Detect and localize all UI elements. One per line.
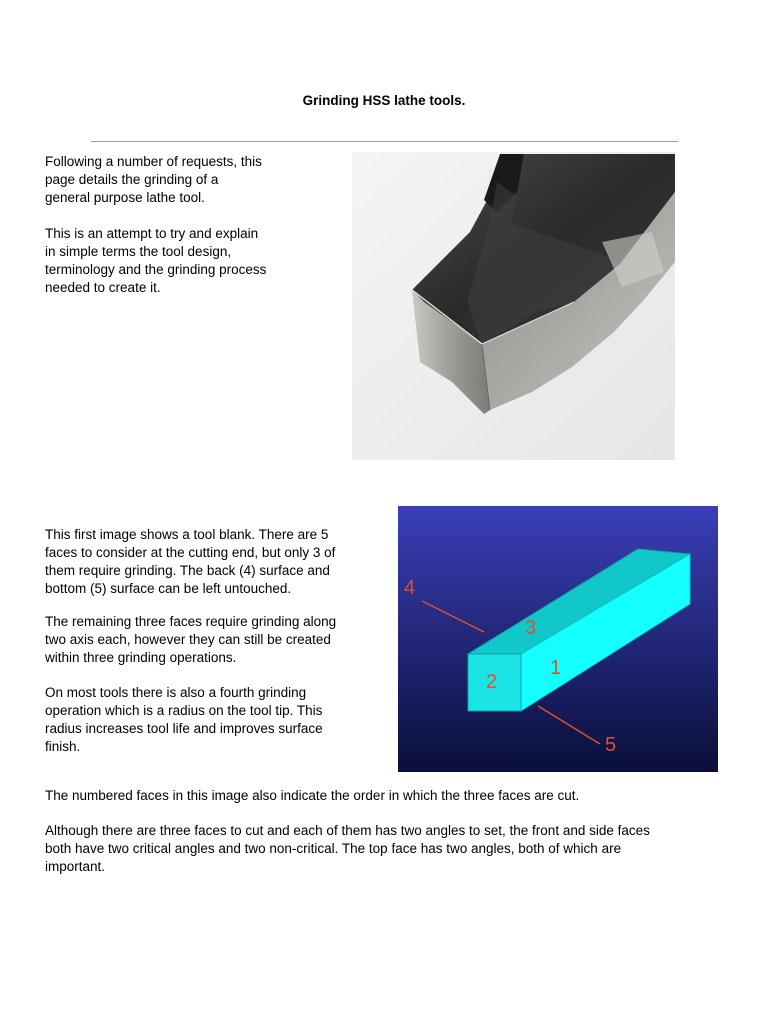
text-line: finish. — [45, 739, 81, 754]
text-line: Although there are three faces to cut and each of them has two angles to set, the front and side faces — [45, 823, 650, 838]
page-title: Grinding HSS lathe tools. — [302, 93, 466, 108]
text-line: On most tools there is also a fourth grinding — [45, 685, 307, 700]
text-line: both have two critical angles and two non-critical. The top face has two angles, both of which are — [45, 841, 622, 856]
text-line: bottom (5) surface can be left untouched. — [45, 581, 292, 596]
text-line: terminology and the grinding process — [45, 262, 267, 277]
blank-paragraph-1 — [45, 526, 335, 598]
angles-paragraph — [45, 822, 650, 876]
label-4: 4 — [404, 577, 416, 599]
text-line: faces to consider at the cutting end, but only 3 of — [45, 545, 336, 560]
numbered-faces-paragraph — [45, 787, 579, 805]
text-line: Following a number of requests, this — [45, 154, 262, 169]
text-line: The numbered faces in this image also indicate the order in which the three faces are cut. — [45, 788, 580, 803]
text-line: them require grinding. The back (4) surface and — [45, 563, 330, 578]
text-line: general purpose lathe tool. — [45, 190, 205, 205]
intro-paragraph-1 — [45, 153, 262, 207]
text-line: needed to create it. — [45, 280, 161, 295]
label-2: 2 — [486, 671, 498, 693]
intro-paragraph-2 — [45, 225, 266, 297]
tool-photo — [352, 152, 675, 460]
text-line: important. — [45, 859, 106, 874]
text-line: radius increases tool life and improves surface — [45, 721, 323, 736]
text-line: in simple terms the tool design, — [45, 244, 232, 259]
blank-paragraph-3 — [45, 684, 323, 756]
text-line: operation which is a radius on the tool tip. This — [45, 703, 323, 718]
text-line: The remaining three faces require grinding along — [45, 614, 337, 629]
label-5: 5 — [605, 734, 617, 756]
text-line: two axis each, however they can still be created — [45, 632, 331, 647]
blank-paragraph-2 — [45, 613, 336, 667]
text-line: within three grinding operations. — [45, 650, 237, 665]
text-line: This is an attempt to try and explain — [45, 226, 259, 241]
text-line: This first image shows a tool blank. There are 5 — [45, 527, 329, 542]
tool-blank-diagram — [398, 506, 718, 772]
divider — [91, 141, 678, 142]
label-3: 3 — [525, 617, 537, 639]
label-1: 1 — [550, 657, 562, 679]
text-line: page details the grinding of a — [45, 172, 219, 187]
